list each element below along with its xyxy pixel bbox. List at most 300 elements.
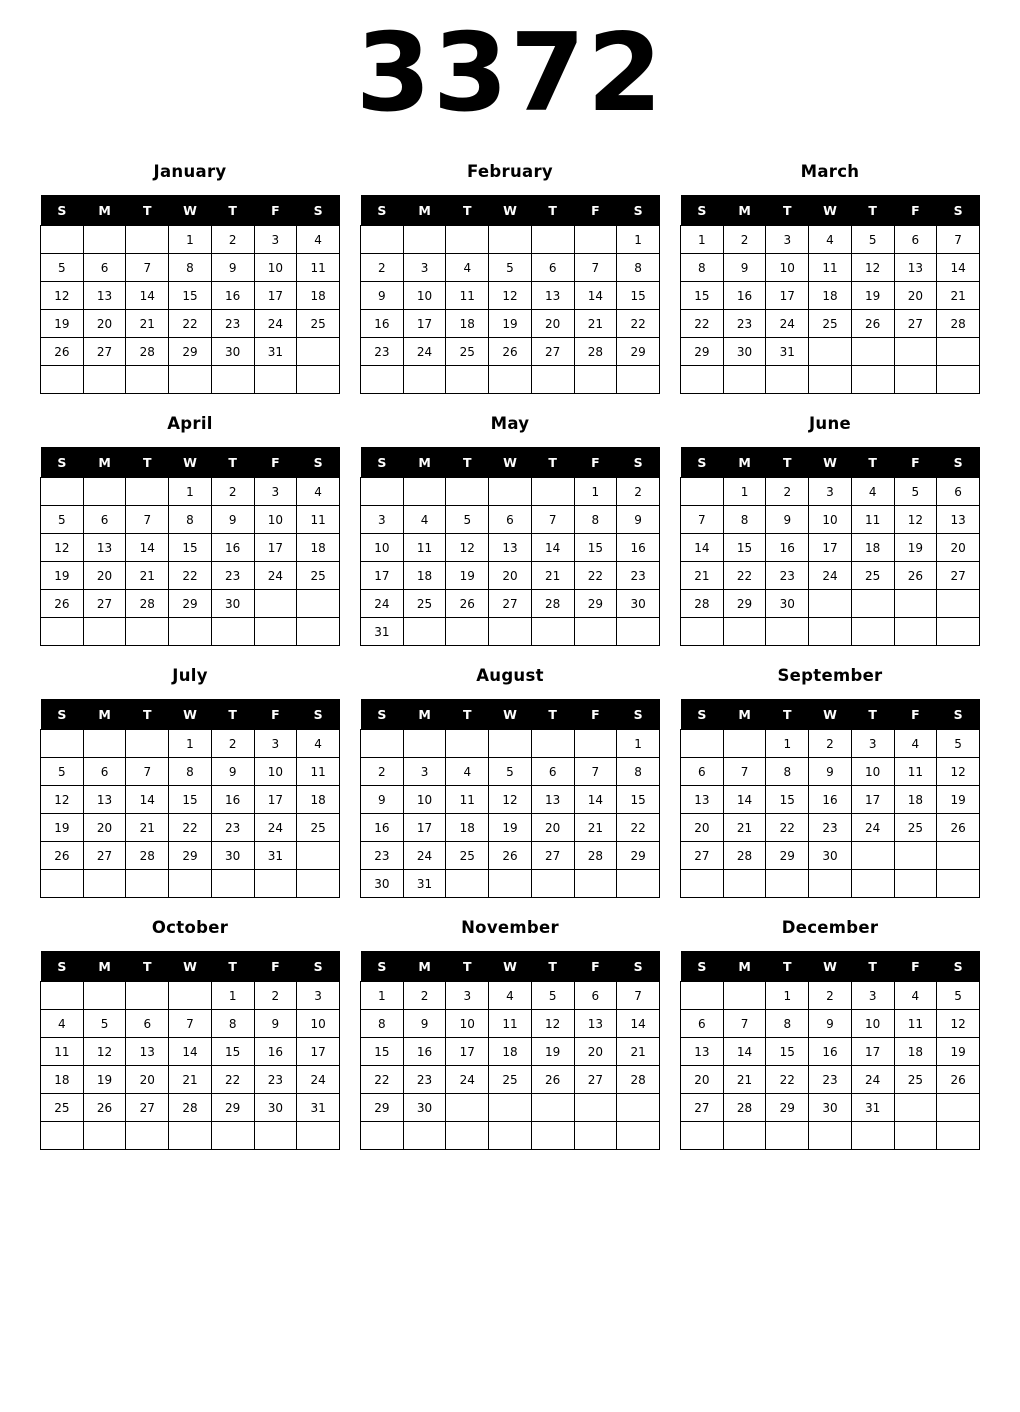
- day-cell[interactable]: 5: [41, 506, 84, 534]
- day-cell[interactable]: 15: [766, 1038, 809, 1066]
- day-cell[interactable]: 2: [211, 478, 254, 506]
- day-cell[interactable]: 22: [211, 1066, 254, 1094]
- day-cell[interactable]: 21: [723, 1066, 766, 1094]
- day-cell[interactable]: 12: [489, 786, 532, 814]
- day-cell[interactable]: 23: [723, 310, 766, 338]
- day-cell[interactable]: 10: [254, 506, 297, 534]
- day-cell[interactable]: 1: [169, 478, 212, 506]
- day-cell[interactable]: 12: [894, 506, 937, 534]
- day-cell[interactable]: 26: [41, 338, 84, 366]
- day-cell[interactable]: 14: [574, 282, 617, 310]
- day-cell[interactable]: 17: [809, 534, 852, 562]
- day-cell[interactable]: 24: [809, 562, 852, 590]
- day-cell[interactable]: 28: [723, 1094, 766, 1122]
- day-cell[interactable]: 26: [937, 814, 980, 842]
- day-cell[interactable]: 15: [766, 786, 809, 814]
- day-cell[interactable]: 16: [617, 534, 660, 562]
- day-cell[interactable]: 23: [361, 338, 404, 366]
- day-cell[interactable]: 7: [169, 1010, 212, 1038]
- day-cell[interactable]: 22: [617, 814, 660, 842]
- day-cell[interactable]: 3: [254, 226, 297, 254]
- day-cell[interactable]: 5: [937, 730, 980, 758]
- day-cell[interactable]: 20: [83, 814, 126, 842]
- day-cell[interactable]: 26: [531, 1066, 574, 1094]
- day-cell[interactable]: 8: [766, 758, 809, 786]
- day-cell[interactable]: 2: [211, 226, 254, 254]
- day-cell[interactable]: 14: [723, 786, 766, 814]
- day-cell[interactable]: 9: [617, 506, 660, 534]
- day-cell[interactable]: 11: [41, 1038, 84, 1066]
- day-cell[interactable]: 6: [894, 226, 937, 254]
- day-cell[interactable]: 23: [361, 842, 404, 870]
- day-cell[interactable]: 2: [723, 226, 766, 254]
- day-cell[interactable]: 19: [851, 282, 894, 310]
- day-cell[interactable]: 30: [361, 870, 404, 898]
- day-cell[interactable]: 6: [83, 758, 126, 786]
- day-cell[interactable]: 28: [574, 842, 617, 870]
- day-cell[interactable]: 12: [446, 534, 489, 562]
- day-cell[interactable]: 5: [937, 982, 980, 1010]
- day-cell[interactable]: 31: [297, 1094, 340, 1122]
- day-cell[interactable]: 23: [809, 1066, 852, 1094]
- day-cell[interactable]: 28: [531, 590, 574, 618]
- day-cell[interactable]: 9: [403, 1010, 446, 1038]
- day-cell[interactable]: 2: [617, 478, 660, 506]
- day-cell[interactable]: 22: [169, 310, 212, 338]
- day-cell[interactable]: 1: [169, 226, 212, 254]
- day-cell[interactable]: 7: [126, 254, 169, 282]
- day-cell[interactable]: 4: [297, 730, 340, 758]
- day-cell[interactable]: 3: [361, 506, 404, 534]
- day-cell[interactable]: 23: [211, 562, 254, 590]
- day-cell[interactable]: 16: [211, 786, 254, 814]
- day-cell[interactable]: 19: [446, 562, 489, 590]
- day-cell[interactable]: 25: [851, 562, 894, 590]
- day-cell[interactable]: 17: [766, 282, 809, 310]
- day-cell[interactable]: 18: [403, 562, 446, 590]
- day-cell[interactable]: 7: [574, 758, 617, 786]
- day-cell[interactable]: 18: [297, 786, 340, 814]
- day-cell[interactable]: 24: [403, 338, 446, 366]
- day-cell[interactable]: 19: [894, 534, 937, 562]
- day-cell[interactable]: 5: [83, 1010, 126, 1038]
- day-cell[interactable]: 26: [446, 590, 489, 618]
- day-cell[interactable]: 31: [403, 870, 446, 898]
- day-cell[interactable]: 27: [894, 310, 937, 338]
- day-cell[interactable]: 16: [361, 310, 404, 338]
- day-cell[interactable]: 29: [169, 590, 212, 618]
- day-cell[interactable]: 28: [126, 590, 169, 618]
- day-cell[interactable]: 19: [489, 310, 532, 338]
- day-cell[interactable]: 16: [403, 1038, 446, 1066]
- day-cell[interactable]: 6: [83, 506, 126, 534]
- day-cell[interactable]: 17: [254, 282, 297, 310]
- day-cell[interactable]: 1: [574, 478, 617, 506]
- day-cell[interactable]: 9: [211, 254, 254, 282]
- day-cell[interactable]: 22: [681, 310, 724, 338]
- day-cell[interactable]: 4: [403, 506, 446, 534]
- day-cell[interactable]: 3: [809, 478, 852, 506]
- day-cell[interactable]: 11: [297, 506, 340, 534]
- day-cell[interactable]: 25: [809, 310, 852, 338]
- day-cell[interactable]: 10: [254, 254, 297, 282]
- day-cell[interactable]: 5: [851, 226, 894, 254]
- day-cell[interactable]: 6: [83, 254, 126, 282]
- day-cell[interactable]: 21: [126, 310, 169, 338]
- day-cell[interactable]: 24: [254, 310, 297, 338]
- day-cell[interactable]: 14: [531, 534, 574, 562]
- day-cell[interactable]: 17: [254, 534, 297, 562]
- day-cell[interactable]: 2: [254, 982, 297, 1010]
- day-cell[interactable]: 26: [489, 842, 532, 870]
- day-cell[interactable]: 9: [766, 506, 809, 534]
- day-cell[interactable]: 1: [211, 982, 254, 1010]
- day-cell[interactable]: 22: [574, 562, 617, 590]
- day-cell[interactable]: 22: [766, 814, 809, 842]
- day-cell[interactable]: 3: [254, 478, 297, 506]
- day-cell[interactable]: 8: [169, 506, 212, 534]
- day-cell[interactable]: 5: [489, 758, 532, 786]
- day-cell[interactable]: 8: [723, 506, 766, 534]
- day-cell[interactable]: 17: [403, 814, 446, 842]
- day-cell[interactable]: 23: [254, 1066, 297, 1094]
- day-cell[interactable]: 6: [126, 1010, 169, 1038]
- day-cell[interactable]: 31: [254, 338, 297, 366]
- day-cell[interactable]: 7: [723, 1010, 766, 1038]
- day-cell[interactable]: 3: [851, 730, 894, 758]
- day-cell[interactable]: 8: [574, 506, 617, 534]
- day-cell[interactable]: 13: [894, 254, 937, 282]
- day-cell[interactable]: 26: [894, 562, 937, 590]
- day-cell[interactable]: 30: [403, 1094, 446, 1122]
- day-cell[interactable]: 5: [489, 254, 532, 282]
- day-cell[interactable]: 2: [809, 730, 852, 758]
- day-cell[interactable]: 28: [126, 338, 169, 366]
- day-cell[interactable]: 24: [446, 1066, 489, 1094]
- day-cell[interactable]: 4: [809, 226, 852, 254]
- day-cell[interactable]: 25: [894, 1066, 937, 1094]
- day-cell[interactable]: 27: [83, 842, 126, 870]
- day-cell[interactable]: 17: [446, 1038, 489, 1066]
- day-cell[interactable]: 16: [254, 1038, 297, 1066]
- day-cell[interactable]: 31: [254, 842, 297, 870]
- day-cell[interactable]: 8: [766, 1010, 809, 1038]
- day-cell[interactable]: 27: [937, 562, 980, 590]
- day-cell[interactable]: 21: [574, 814, 617, 842]
- day-cell[interactable]: 30: [809, 1094, 852, 1122]
- day-cell[interactable]: 9: [211, 758, 254, 786]
- day-cell[interactable]: 6: [531, 254, 574, 282]
- day-cell[interactable]: 30: [766, 590, 809, 618]
- day-cell[interactable]: 24: [766, 310, 809, 338]
- day-cell[interactable]: 21: [126, 562, 169, 590]
- day-cell[interactable]: 23: [211, 310, 254, 338]
- day-cell[interactable]: 29: [617, 338, 660, 366]
- day-cell[interactable]: 25: [446, 842, 489, 870]
- day-cell[interactable]: 11: [489, 1010, 532, 1038]
- day-cell[interactable]: 6: [681, 758, 724, 786]
- day-cell[interactable]: 27: [83, 590, 126, 618]
- day-cell[interactable]: 1: [723, 478, 766, 506]
- day-cell[interactable]: 26: [937, 1066, 980, 1094]
- day-cell[interactable]: 18: [41, 1066, 84, 1094]
- day-cell[interactable]: 1: [361, 982, 404, 1010]
- day-cell[interactable]: 27: [574, 1066, 617, 1094]
- day-cell[interactable]: 27: [531, 338, 574, 366]
- day-cell[interactable]: 9: [809, 1010, 852, 1038]
- day-cell[interactable]: 18: [809, 282, 852, 310]
- day-cell[interactable]: 7: [126, 758, 169, 786]
- day-cell[interactable]: 30: [809, 842, 852, 870]
- day-cell[interactable]: 14: [617, 1010, 660, 1038]
- day-cell[interactable]: 8: [617, 254, 660, 282]
- day-cell[interactable]: 21: [531, 562, 574, 590]
- day-cell[interactable]: 10: [403, 786, 446, 814]
- day-cell[interactable]: 3: [297, 982, 340, 1010]
- day-cell[interactable]: 9: [254, 1010, 297, 1038]
- day-cell[interactable]: 2: [361, 254, 404, 282]
- day-cell[interactable]: 9: [361, 282, 404, 310]
- day-cell[interactable]: 6: [937, 478, 980, 506]
- day-cell[interactable]: 16: [723, 282, 766, 310]
- day-cell[interactable]: 10: [446, 1010, 489, 1038]
- day-cell[interactable]: 17: [851, 1038, 894, 1066]
- day-cell[interactable]: 21: [169, 1066, 212, 1094]
- day-cell[interactable]: 24: [851, 1066, 894, 1094]
- day-cell[interactable]: 19: [937, 786, 980, 814]
- day-cell[interactable]: 5: [41, 254, 84, 282]
- day-cell[interactable]: 3: [851, 982, 894, 1010]
- day-cell[interactable]: 6: [489, 506, 532, 534]
- day-cell[interactable]: 25: [297, 814, 340, 842]
- day-cell[interactable]: 5: [41, 758, 84, 786]
- day-cell[interactable]: 18: [489, 1038, 532, 1066]
- day-cell[interactable]: 17: [361, 562, 404, 590]
- day-cell[interactable]: 27: [489, 590, 532, 618]
- day-cell[interactable]: 26: [41, 590, 84, 618]
- day-cell[interactable]: 7: [617, 982, 660, 1010]
- day-cell[interactable]: 27: [681, 842, 724, 870]
- day-cell[interactable]: 25: [297, 310, 340, 338]
- day-cell[interactable]: 13: [489, 534, 532, 562]
- day-cell[interactable]: 20: [894, 282, 937, 310]
- day-cell[interactable]: 21: [937, 282, 980, 310]
- day-cell[interactable]: 8: [211, 1010, 254, 1038]
- day-cell[interactable]: 15: [169, 786, 212, 814]
- day-cell[interactable]: 20: [681, 814, 724, 842]
- day-cell[interactable]: 16: [809, 786, 852, 814]
- day-cell[interactable]: 28: [681, 590, 724, 618]
- day-cell[interactable]: 30: [617, 590, 660, 618]
- day-cell[interactable]: 20: [574, 1038, 617, 1066]
- day-cell[interactable]: 10: [254, 758, 297, 786]
- day-cell[interactable]: 28: [574, 338, 617, 366]
- day-cell[interactable]: 3: [403, 254, 446, 282]
- day-cell[interactable]: 1: [766, 730, 809, 758]
- day-cell[interactable]: 14: [574, 786, 617, 814]
- day-cell[interactable]: 22: [723, 562, 766, 590]
- day-cell[interactable]: 13: [937, 506, 980, 534]
- day-cell[interactable]: 31: [851, 1094, 894, 1122]
- day-cell[interactable]: 14: [937, 254, 980, 282]
- day-cell[interactable]: 20: [681, 1066, 724, 1094]
- day-cell[interactable]: 30: [254, 1094, 297, 1122]
- day-cell[interactable]: 23: [211, 814, 254, 842]
- day-cell[interactable]: 7: [937, 226, 980, 254]
- day-cell[interactable]: 7: [531, 506, 574, 534]
- day-cell[interactable]: 7: [126, 506, 169, 534]
- day-cell[interactable]: 22: [361, 1066, 404, 1094]
- day-cell[interactable]: 8: [681, 254, 724, 282]
- day-cell[interactable]: 10: [297, 1010, 340, 1038]
- day-cell[interactable]: 5: [894, 478, 937, 506]
- day-cell[interactable]: 30: [723, 338, 766, 366]
- day-cell[interactable]: 5: [446, 506, 489, 534]
- day-cell[interactable]: 10: [851, 1010, 894, 1038]
- day-cell[interactable]: 11: [851, 506, 894, 534]
- day-cell[interactable]: 11: [297, 254, 340, 282]
- day-cell[interactable]: 30: [211, 590, 254, 618]
- day-cell[interactable]: 24: [254, 562, 297, 590]
- day-cell[interactable]: 4: [851, 478, 894, 506]
- day-cell[interactable]: 16: [361, 814, 404, 842]
- day-cell[interactable]: 20: [937, 534, 980, 562]
- day-cell[interactable]: 13: [531, 282, 574, 310]
- day-cell[interactable]: 3: [766, 226, 809, 254]
- day-cell[interactable]: 8: [617, 758, 660, 786]
- day-cell[interactable]: 7: [681, 506, 724, 534]
- day-cell[interactable]: 13: [574, 1010, 617, 1038]
- day-cell[interactable]: 3: [403, 758, 446, 786]
- day-cell[interactable]: 18: [894, 1038, 937, 1066]
- day-cell[interactable]: 17: [403, 310, 446, 338]
- day-cell[interactable]: 21: [574, 310, 617, 338]
- day-cell[interactable]: 12: [41, 786, 84, 814]
- day-cell[interactable]: 26: [41, 842, 84, 870]
- day-cell[interactable]: 4: [894, 982, 937, 1010]
- day-cell[interactable]: 19: [83, 1066, 126, 1094]
- day-cell[interactable]: 3: [254, 730, 297, 758]
- day-cell[interactable]: 15: [681, 282, 724, 310]
- day-cell[interactable]: 18: [446, 310, 489, 338]
- day-cell[interactable]: 24: [403, 842, 446, 870]
- day-cell[interactable]: 9: [723, 254, 766, 282]
- day-cell[interactable]: 6: [531, 758, 574, 786]
- day-cell[interactable]: 29: [361, 1094, 404, 1122]
- day-cell[interactable]: 19: [937, 1038, 980, 1066]
- day-cell[interactable]: 21: [617, 1038, 660, 1066]
- day-cell[interactable]: 4: [297, 226, 340, 254]
- day-cell[interactable]: 10: [851, 758, 894, 786]
- day-cell[interactable]: 27: [531, 842, 574, 870]
- day-cell[interactable]: 4: [446, 758, 489, 786]
- day-cell[interactable]: 14: [126, 786, 169, 814]
- day-cell[interactable]: 1: [617, 730, 660, 758]
- day-cell[interactable]: 23: [766, 562, 809, 590]
- day-cell[interactable]: 13: [83, 534, 126, 562]
- day-cell[interactable]: 24: [254, 814, 297, 842]
- day-cell[interactable]: 28: [723, 842, 766, 870]
- day-cell[interactable]: 24: [297, 1066, 340, 1094]
- day-cell[interactable]: 17: [851, 786, 894, 814]
- day-cell[interactable]: 2: [403, 982, 446, 1010]
- day-cell[interactable]: 27: [681, 1094, 724, 1122]
- day-cell[interactable]: 6: [574, 982, 617, 1010]
- day-cell[interactable]: 30: [211, 338, 254, 366]
- day-cell[interactable]: 19: [41, 814, 84, 842]
- day-cell[interactable]: 13: [531, 786, 574, 814]
- day-cell[interactable]: 12: [83, 1038, 126, 1066]
- day-cell[interactable]: 20: [83, 562, 126, 590]
- day-cell[interactable]: 14: [126, 282, 169, 310]
- day-cell[interactable]: 20: [489, 562, 532, 590]
- day-cell[interactable]: 12: [41, 282, 84, 310]
- day-cell[interactable]: 29: [211, 1094, 254, 1122]
- day-cell[interactable]: 8: [169, 254, 212, 282]
- day-cell[interactable]: 29: [169, 842, 212, 870]
- day-cell[interactable]: 4: [446, 254, 489, 282]
- day-cell[interactable]: 22: [169, 814, 212, 842]
- day-cell[interactable]: 13: [83, 282, 126, 310]
- day-cell[interactable]: 10: [403, 282, 446, 310]
- day-cell[interactable]: 8: [169, 758, 212, 786]
- day-cell[interactable]: 29: [723, 590, 766, 618]
- day-cell[interactable]: 18: [851, 534, 894, 562]
- day-cell[interactable]: 2: [211, 730, 254, 758]
- day-cell[interactable]: 9: [361, 786, 404, 814]
- day-cell[interactable]: 21: [126, 814, 169, 842]
- day-cell[interactable]: 18: [446, 814, 489, 842]
- day-cell[interactable]: 16: [809, 1038, 852, 1066]
- day-cell[interactable]: 28: [617, 1066, 660, 1094]
- day-cell[interactable]: 12: [937, 758, 980, 786]
- day-cell[interactable]: 7: [574, 254, 617, 282]
- day-cell[interactable]: 28: [126, 842, 169, 870]
- day-cell[interactable]: 17: [297, 1038, 340, 1066]
- day-cell[interactable]: 25: [41, 1094, 84, 1122]
- day-cell[interactable]: 1: [681, 226, 724, 254]
- day-cell[interactable]: 19: [489, 814, 532, 842]
- day-cell[interactable]: 11: [446, 786, 489, 814]
- day-cell[interactable]: 6: [681, 1010, 724, 1038]
- day-cell[interactable]: 25: [489, 1066, 532, 1094]
- day-cell[interactable]: 4: [489, 982, 532, 1010]
- day-cell[interactable]: 2: [809, 982, 852, 1010]
- day-cell[interactable]: 10: [361, 534, 404, 562]
- day-cell[interactable]: 15: [617, 786, 660, 814]
- day-cell[interactable]: 22: [169, 562, 212, 590]
- day-cell[interactable]: 10: [766, 254, 809, 282]
- day-cell[interactable]: 3: [446, 982, 489, 1010]
- day-cell[interactable]: 20: [126, 1066, 169, 1094]
- day-cell[interactable]: 4: [297, 478, 340, 506]
- day-cell[interactable]: 25: [446, 338, 489, 366]
- day-cell[interactable]: 11: [894, 1010, 937, 1038]
- day-cell[interactable]: 31: [766, 338, 809, 366]
- day-cell[interactable]: 23: [617, 562, 660, 590]
- day-cell[interactable]: 15: [574, 534, 617, 562]
- day-cell[interactable]: 22: [617, 310, 660, 338]
- day-cell[interactable]: 16: [766, 534, 809, 562]
- day-cell[interactable]: 19: [531, 1038, 574, 1066]
- day-cell[interactable]: 18: [297, 534, 340, 562]
- day-cell[interactable]: 15: [617, 282, 660, 310]
- day-cell[interactable]: 14: [681, 534, 724, 562]
- day-cell[interactable]: 13: [83, 786, 126, 814]
- day-cell[interactable]: 16: [211, 282, 254, 310]
- day-cell[interactable]: 28: [169, 1094, 212, 1122]
- day-cell[interactable]: 18: [894, 786, 937, 814]
